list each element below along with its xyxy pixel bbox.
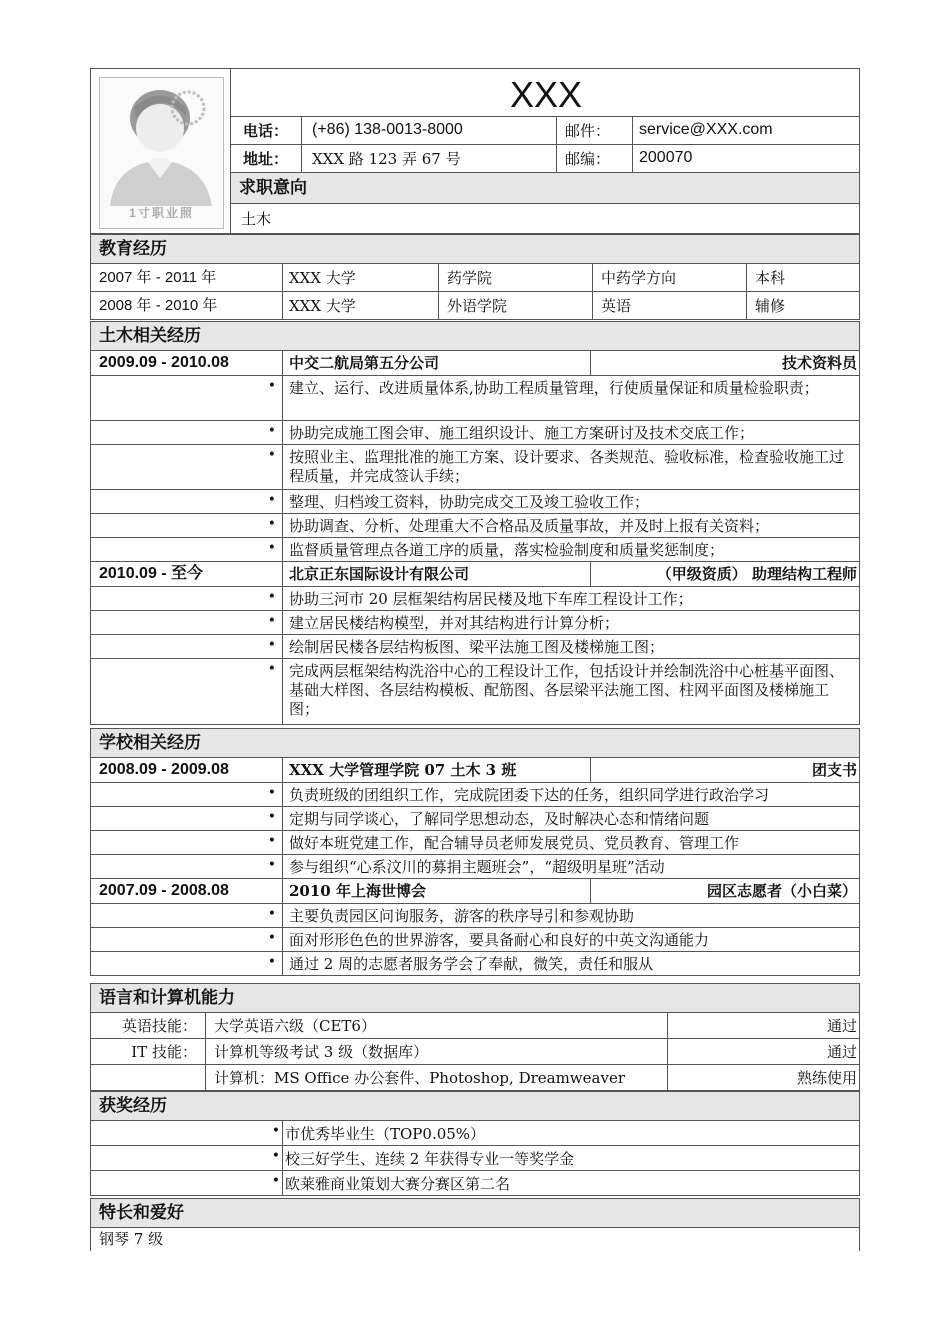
email-label-cell: [556, 116, 633, 145]
address-label: 地址：: [243, 150, 289, 168]
bullet-icon: •: [267, 661, 276, 677]
bullet-row: [90, 854, 860, 879]
award-marker-cell: [90, 1170, 283, 1196]
job-period-cell: [90, 878, 283, 904]
bullet-text: 协助完成施工图会审、施工组织设计、施工方案研讨及技术交底工作；: [289, 424, 755, 442]
bullet-icon: •: [271, 1148, 280, 1164]
bullet-icon: •: [271, 1123, 280, 1139]
objective-title: 求职意向: [239, 178, 307, 198]
bullet-row: [90, 489, 860, 514]
job-header: [90, 561, 860, 587]
job-role-cell: [590, 757, 860, 783]
job-header: [90, 878, 860, 904]
bullet-text-cell: [282, 658, 860, 725]
bullet-icon: •: [267, 809, 276, 825]
skill-status-cell: [667, 1064, 860, 1091]
job-company-cell: [282, 878, 591, 904]
bullet-row: [90, 586, 860, 611]
skill-row: [90, 1012, 860, 1039]
education-title: 教育经历: [90, 234, 860, 264]
zip-value-cell: [632, 144, 860, 173]
bullet-marker-cell: [90, 537, 283, 562]
bullet-text-cell: [282, 854, 860, 879]
bullet-text: 绘制居民楼各层结构板图、梁平法施工图及楼梯施工图；: [289, 638, 665, 656]
bullet-icon: •: [271, 1173, 280, 1189]
job-period-cell: [90, 350, 283, 376]
bullet-text-cell: [282, 537, 860, 562]
email-label: 邮件：: [565, 122, 611, 140]
phone-value-cell: [301, 116, 557, 145]
bullet-icon: •: [267, 785, 276, 801]
job-role-cell: [590, 878, 860, 904]
email-value: service@XXX.com: [639, 121, 773, 138]
bullet-row: [90, 903, 860, 928]
civil-title: 土木相关经历: [90, 321, 860, 351]
bullet-row: [90, 420, 860, 445]
skill-value-cell: [205, 1064, 668, 1091]
bullet-icon: •: [267, 954, 276, 970]
bullet-marker-cell: [90, 634, 283, 659]
edu-degree-cell: [746, 263, 860, 292]
bullet-marker-cell: [90, 586, 283, 611]
bullet-row: [90, 806, 860, 831]
job-company: 2010 年上海世博会: [289, 882, 426, 900]
job-period: 2010.09 - 至今: [99, 565, 204, 582]
bullet-text-cell: [282, 927, 860, 952]
email-value-cell: [632, 116, 860, 145]
bullet-text-cell: [282, 830, 860, 855]
bullet-icon: •: [267, 637, 276, 653]
awards-title: 获奖经历: [90, 1091, 860, 1121]
edu-school: XXX 大学: [289, 297, 356, 315]
edu-major-cell: [592, 291, 747, 320]
bullet-marker-cell: [90, 854, 283, 879]
edu-school: XXX 大学: [289, 269, 356, 287]
edu-school-cell: [282, 291, 439, 320]
bullet-text-cell: [282, 375, 860, 421]
edu-degree-cell: [746, 291, 860, 320]
zip-label-cell: [556, 144, 633, 173]
bullet-text: 参与组织“心系汶川的募捐主题班会”，“超级明星班”活动: [289, 858, 665, 876]
bullet-marker-cell: [90, 951, 283, 976]
job-company-cell: [282, 757, 591, 783]
skill-row: [90, 1064, 860, 1091]
bullet-row: [90, 927, 860, 952]
bullet-text: 协助三河市 20 层框架结构居民楼及地下车库工程设计工作；: [289, 590, 693, 608]
bullet-icon: •: [267, 930, 276, 946]
phone-label: 电话：: [243, 122, 289, 140]
bullet-text-cell: [282, 610, 860, 635]
bullet-icon: •: [267, 492, 276, 508]
bullet-row: [90, 830, 860, 855]
award-row: [90, 1120, 860, 1146]
bullet-text-cell: [282, 444, 860, 490]
job-period-cell: [90, 757, 283, 783]
bullet-icon: •: [267, 833, 276, 849]
hobbies-title: 特长和爱好: [90, 1198, 860, 1228]
skill-row: [90, 1038, 860, 1065]
edu-college: 外语学院: [447, 297, 508, 315]
bullet-text-cell: [282, 634, 860, 659]
bullet-text: 面对形形色色的世界游客，要具备耐心和良好的中英文沟通能力: [289, 931, 710, 949]
award-text-cell: [282, 1170, 860, 1196]
bullet-row: [90, 537, 860, 562]
bullet-row: [90, 782, 860, 807]
edu-major-cell: [592, 263, 747, 292]
job-company-cell: [282, 561, 591, 587]
candidate-name: XXX: [509, 74, 583, 115]
bullet-text-cell: [282, 806, 860, 831]
photo-caption: 1寸职业照: [129, 206, 194, 220]
bullet-text: 定期与同学谈心，了解同学思想动态，及时解决心态和情绪问题: [289, 810, 710, 828]
hobbies-row: [90, 1227, 860, 1251]
bullet-row: [90, 375, 860, 421]
bullet-text-cell: [282, 782, 860, 807]
bullet-text: 建立、运行、改进质量体系,协助工程质量管理，行使质量保证和质量检验职责；: [289, 379, 819, 397]
job-company: 北京正东国际设计有限公司: [289, 565, 470, 583]
job-period: 2008.09 - 2009.08: [99, 761, 229, 778]
edu-college-cell: [438, 263, 593, 292]
bullet-text-cell: [282, 586, 860, 611]
zip-value: 200070: [639, 149, 693, 166]
edu-period: 2007 年 - 2011 年: [99, 269, 217, 286]
job-role-cell: [590, 561, 860, 587]
address-value: XXX 路 123 弄 67 号: [312, 150, 461, 168]
skill-label-cell: [90, 1064, 206, 1091]
skill-status: 熟练使用: [796, 1069, 857, 1087]
address-label-cell: [230, 144, 302, 173]
bullet-text-cell: [282, 903, 860, 928]
phone-value: (+86) 138-0013-8000: [312, 121, 463, 138]
award-row: [90, 1170, 860, 1196]
bullet-marker-cell: [90, 927, 283, 952]
bullet-text-cell: [282, 420, 860, 445]
edu-school-cell: [282, 263, 439, 292]
bullet-marker-cell: [90, 903, 283, 928]
bullet-text: 协助调查、分析、处理重大不合格品及质量事故，并及时上报有关资料；: [289, 517, 770, 535]
bullet-icon: •: [267, 516, 276, 532]
bullet-marker-cell: [90, 830, 283, 855]
bullet-marker-cell: [90, 782, 283, 807]
edu-period-cell: [90, 291, 283, 320]
hobbies-value: 钢琴 7 级: [99, 1230, 164, 1248]
bullet-marker-cell: [90, 420, 283, 445]
job-period: 2007.09 - 2008.08: [99, 882, 229, 899]
bullet-text: 负责班级的团组织工作，完成院团委下达的任务，组织同学进行政治学习: [289, 786, 770, 804]
job-company: 中交二航局第五分公司: [289, 354, 440, 372]
objective-value: 土木: [241, 210, 272, 228]
photo-frame: [90, 68, 231, 234]
award-text-cell: [282, 1120, 860, 1146]
job-company-cell: [282, 350, 591, 376]
bullet-row: [90, 951, 860, 976]
bullet-text: 通过 2 周的志愿者服务学会了奉献，微笑，责任和服从: [289, 955, 654, 973]
education-row: [90, 291, 860, 320]
job-header: [90, 350, 860, 376]
skills-title: 语言和计算机能力: [90, 983, 860, 1013]
skill-status-cell: [667, 1038, 860, 1065]
award-text: 校三好学生、连续 2 年获得专业一等奖学金: [285, 1150, 575, 1168]
job-company: XXX 大学管理学院 07 土木 3 班: [289, 761, 517, 779]
bullet-text: 建立居民楼结构模型，并对其结构进行计算分析；: [289, 614, 620, 632]
skill-status: 通过: [826, 1043, 857, 1061]
edu-college: 药学院: [447, 269, 493, 287]
bullet-row: [90, 658, 860, 725]
job-role: 技术资料员: [781, 354, 857, 372]
award-text-cell: [282, 1145, 860, 1171]
zip-label: 邮编：: [565, 150, 611, 168]
edu-college-cell: [438, 291, 593, 320]
edu-major: 中药学方向: [601, 269, 677, 287]
bullet-text: 完成两层框架结构洗浴中心的工程设计工作，包括设计并绘制洗浴中心桩基平面图、基础大样图、各层结构模板、配筋图、各层梁平法施工图、柱网平面图及楼梯施工图；: [289, 662, 845, 718]
name-cell: [230, 68, 860, 117]
bullet-marker-cell: [90, 610, 283, 635]
bullet-row: [90, 444, 860, 490]
edu-degree: 辅修: [755, 297, 786, 315]
bullet-text: 主要负责园区问询服务，游客的秩序导引和参观协助: [289, 907, 635, 925]
bullet-marker-cell: [90, 513, 283, 538]
bullet-text: 按照业主、监理批准的施工方案、设计要求、各类规范、验收标准，检查验收施工过程质量，并完成签认手续；: [289, 448, 845, 485]
award-marker-cell: [90, 1145, 283, 1171]
phone-label-cell: [230, 116, 302, 145]
bullet-row: [90, 634, 860, 659]
school-title: 学校相关经历: [90, 728, 860, 758]
skill-value: 大学英语六级（CET6）: [214, 1017, 376, 1035]
bullet-row: [90, 610, 860, 635]
skill-label: 英语技能：: [121, 1017, 197, 1035]
bullet-marker-cell: [90, 375, 283, 421]
edu-period-cell: [90, 263, 283, 292]
job-period-cell: [90, 561, 283, 587]
bullet-text: 做好本班党建工作，配合辅导员老师发展党员、党员教育、管理工作: [289, 834, 740, 852]
bullet-text-cell: [282, 489, 860, 514]
objective-value-cell: [230, 203, 860, 234]
award-marker-cell: [90, 1120, 283, 1146]
job-role: 团支书: [811, 761, 857, 779]
skill-value-cell: [205, 1012, 668, 1039]
job-role-cell: [590, 350, 860, 376]
bullet-row: [90, 513, 860, 538]
bullet-text-cell: [282, 513, 860, 538]
bullet-icon: •: [267, 423, 276, 439]
address-value-cell: [301, 144, 557, 173]
edu-period: 2008 年 - 2010 年: [99, 297, 218, 314]
objective-title-cell: [230, 172, 860, 204]
bullet-icon: •: [267, 540, 276, 556]
award-row: [90, 1145, 860, 1171]
job-role: （甲级资质） 助理结构工程师: [656, 565, 857, 583]
job-period: 2009.09 - 2010.08: [99, 354, 229, 371]
bullet-text-cell: [282, 951, 860, 976]
job-role: 园区志愿者（小白菜）: [706, 882, 857, 900]
bullet-icon: •: [267, 906, 276, 922]
education-row: [90, 263, 860, 292]
bullet-marker-cell: [90, 658, 283, 725]
edu-major: 英语: [601, 297, 632, 315]
award-text: 欧莱雅商业策划大赛分赛区第二名: [285, 1175, 511, 1193]
photo-placeholder: [99, 77, 224, 229]
skill-value-cell: [205, 1038, 668, 1065]
bullet-icon: •: [267, 589, 276, 605]
bullet-icon: •: [267, 613, 276, 629]
skill-label-cell: [90, 1012, 206, 1039]
skill-label: IT 技能：: [131, 1043, 197, 1061]
skill-label-cell: [90, 1038, 206, 1065]
bullet-icon: •: [267, 378, 276, 394]
job-header: [90, 757, 860, 783]
skill-status: 通过: [826, 1017, 857, 1035]
bullet-marker-cell: [90, 444, 283, 490]
edu-degree: 本科: [755, 269, 786, 287]
bullet-text: 监督质量管理点各道工序的质量，落实检验制度和质量奖惩制度；: [289, 541, 725, 559]
award-text: 市优秀毕业生（TOP0.05%）: [285, 1125, 486, 1143]
bullet-text: 整理、归档竣工资料，协助完成交工及竣工验收工作；: [289, 493, 650, 511]
bullet-icon: •: [267, 447, 276, 463]
skill-value: 计算机等级考试 3 级（数据库）: [214, 1043, 429, 1061]
skill-status-cell: [667, 1012, 860, 1039]
bullet-marker-cell: [90, 489, 283, 514]
bullet-icon: •: [267, 857, 276, 873]
skill-value: 计算机：MS Office 办公套件、Photoshop, Dreamweaver: [214, 1069, 625, 1087]
bullet-marker-cell: [90, 806, 283, 831]
